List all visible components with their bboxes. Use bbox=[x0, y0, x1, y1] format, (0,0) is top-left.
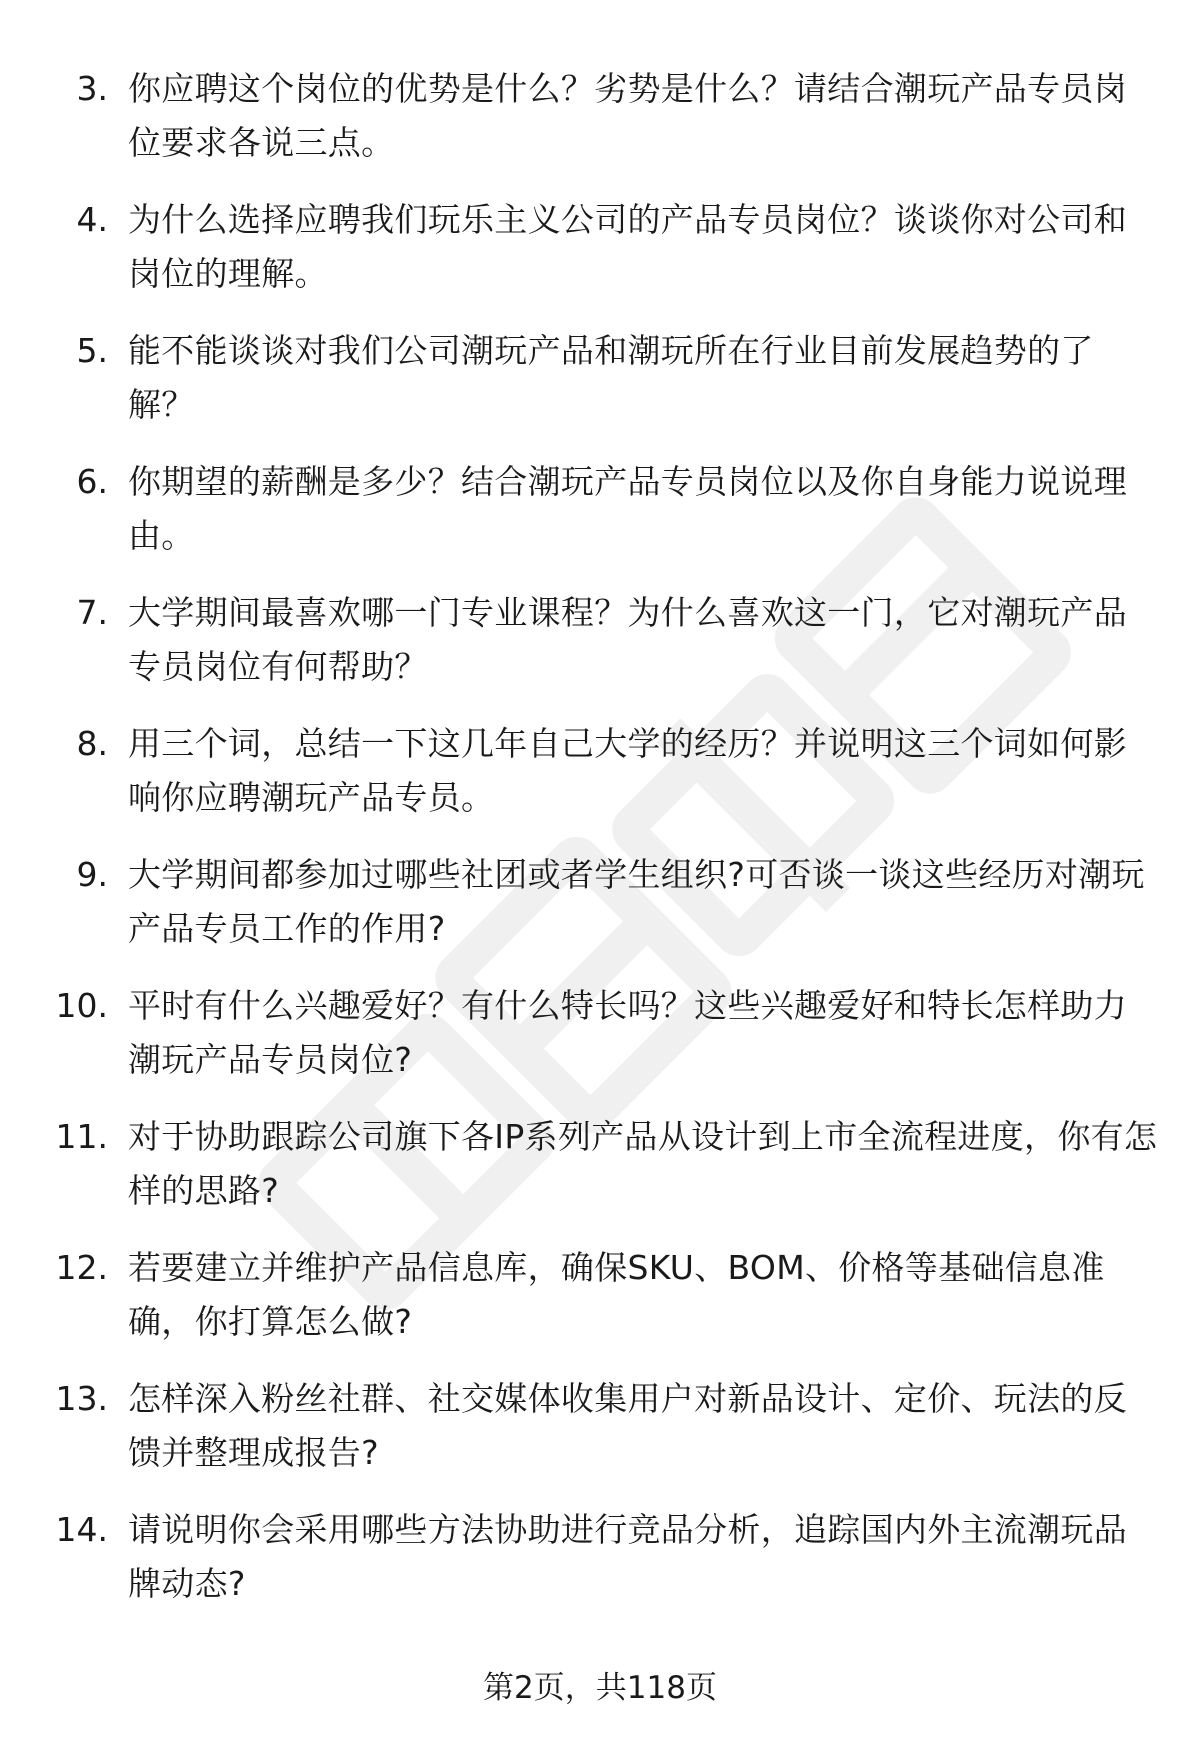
question-number: 13. bbox=[55, 1379, 108, 1418]
page-number-footer: 第2页，共118页 bbox=[483, 1670, 717, 1706]
question-text: 请说明你会采用哪些方法协助进行竞品分析，追踪国内外主流潮玩品牌动态? bbox=[128, 1510, 1127, 1603]
question-number: 6. bbox=[76, 462, 108, 501]
question-text: 平时有什么兴趣爱好？有什么特长吗？这些兴趣爱好和特长怎样助力潮玩产品专员岗位? bbox=[128, 986, 1127, 1079]
question-number: 10. bbox=[55, 986, 108, 1025]
list-item bbox=[0, 1239, 1200, 1370]
question-number: 4. bbox=[76, 200, 108, 239]
question-number: 9. bbox=[76, 855, 108, 894]
question-text: 怎样深入粉丝社群、社交媒体收集用户对新品设计、定价、玩法的反馈并整理成报告? bbox=[128, 1379, 1127, 1472]
question-number: 11. bbox=[55, 1117, 108, 1156]
list-item bbox=[0, 584, 1200, 715]
list-item bbox=[0, 846, 1200, 977]
question-text: 若要建立并维护产品信息库，确保SKU、BOM、价格等基础信息准确，你打算怎么做? bbox=[128, 1248, 1105, 1341]
question-text: 大学期间都参加过哪些社团或者学生组织?可否谈一谈这些经历对潮玩产品专员工作的作用? bbox=[128, 855, 1145, 948]
list-item bbox=[0, 322, 1200, 453]
question-number: 5. bbox=[76, 331, 108, 370]
question-text: 为什么选择应聘我们玩乐主义公司的产品专员岗位？谈谈你对公司和岗位的理解。 bbox=[128, 200, 1127, 293]
list-item bbox=[0, 977, 1200, 1108]
question-number: 3. bbox=[76, 69, 108, 108]
question-list bbox=[0, 60, 1200, 1632]
question-number: 7. bbox=[76, 593, 108, 632]
question-number: 8. bbox=[76, 724, 108, 763]
question-text: 能不能谈谈对我们公司潮玩产品和潮玩所在行业目前发展趋势的了解？ bbox=[128, 331, 1094, 424]
question-text: 你应聘这个岗位的优势是什么？劣势是什么？请结合潮玩产品专员岗位要求各说三点。 bbox=[128, 69, 1127, 162]
list-item bbox=[0, 1108, 1200, 1239]
list-item bbox=[0, 1501, 1200, 1632]
question-number: 14. bbox=[55, 1510, 108, 1549]
list-item bbox=[0, 1370, 1200, 1501]
list-item bbox=[0, 60, 1200, 191]
question-text: 大学期间最喜欢哪一门专业课程？为什么喜欢这一门，它对潮玩产品专员岗位有何帮助？ bbox=[128, 593, 1127, 686]
question-text: 对于协助跟踪公司旗下各IP系列产品从设计到上市全流程进度，你有怎样的思路? bbox=[128, 1117, 1158, 1210]
list-item bbox=[0, 191, 1200, 322]
question-text: 你期望的薪酬是多少？结合潮玩产品专员岗位以及你自身能力说说理由。 bbox=[128, 462, 1127, 555]
list-item bbox=[0, 453, 1200, 584]
question-number: 12. bbox=[55, 1248, 108, 1287]
question-text: 用三个词，总结一下这几年自己大学的经历？并说明这三个词如何影响你应聘潮玩产品专员。 bbox=[128, 724, 1127, 817]
list-item bbox=[0, 715, 1200, 846]
